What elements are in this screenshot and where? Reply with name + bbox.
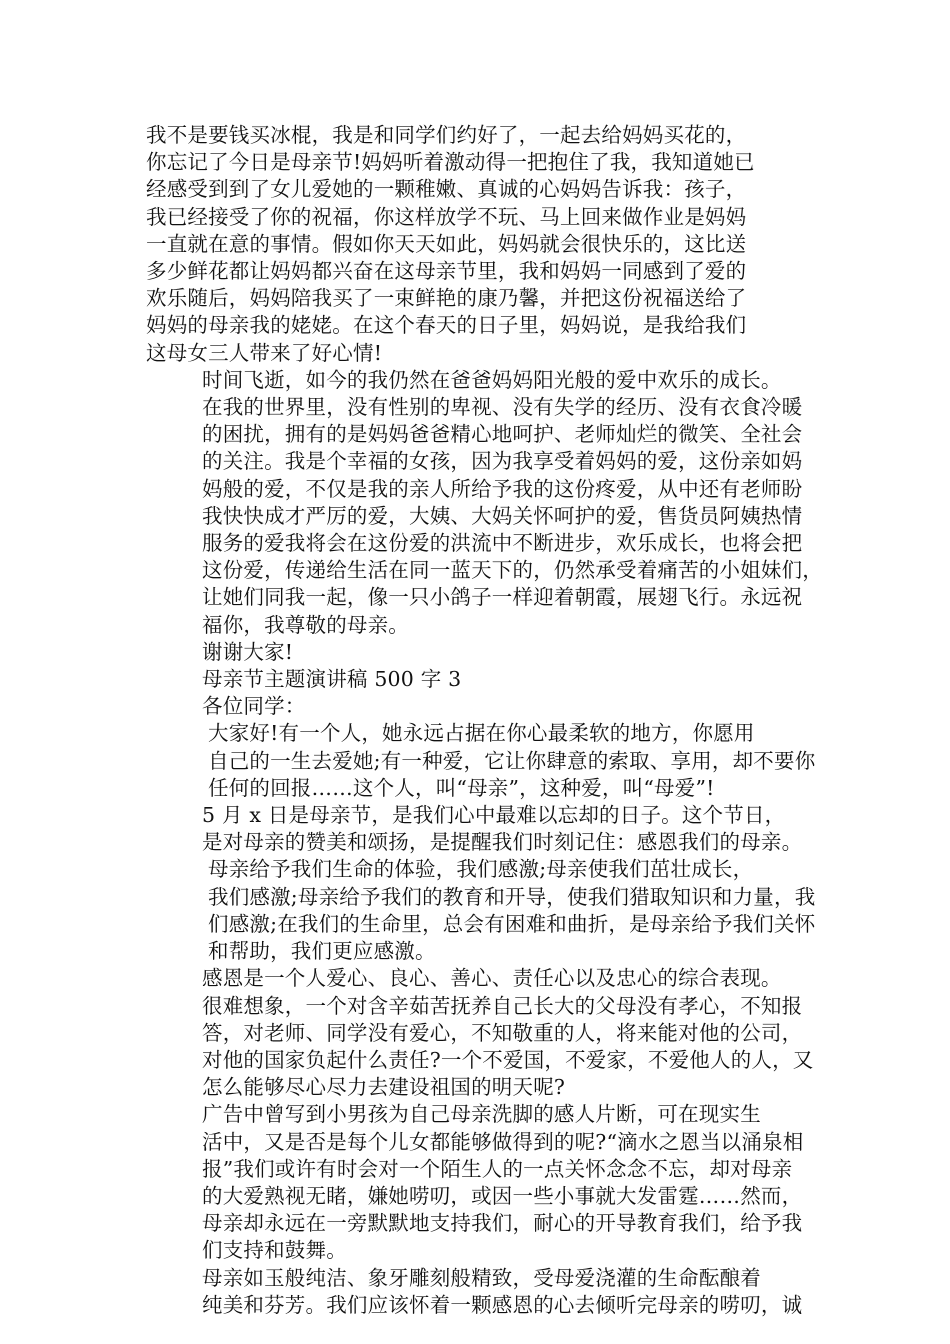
text-line: 很难想象，一个对含辛茹苦抚养自己长大的父母没有孝心，不知报	[202, 993, 803, 1018]
text-line: 们感激;在我们的生命里，总会有困难和曲折，是母亲给予我们关怀	[208, 911, 816, 936]
paragraph-p4	[146, 666, 808, 693]
text-line: 这份爱，传递给生活在同一蓝天下的，仍然承受着痛苦的小姐妹们，	[202, 558, 823, 583]
text-line: 答，对老师、同学没有爱心，不知敬重的人，将来能对他的公司，	[202, 1020, 803, 1045]
paragraph-p6	[146, 720, 816, 802]
text-line: 服务的爱我将会在这份爱的洪流中不断进步，欢乐成长，也将会把	[202, 531, 803, 556]
text-line: 纯美和芬芳。我们应该怀着一颗感恩的心去倾听完母亲的唠叨，诚	[202, 1292, 803, 1317]
text-line: 和帮助，我们更应感激。	[208, 939, 436, 964]
text-line: 怎么能够尽心尽力去建设祖国的明天呢?	[202, 1075, 566, 1100]
text-line: 活中，又是否是每个儿女都能够做得到的呢?“滴水之恩当以涌泉相	[202, 1129, 804, 1154]
paragraph-p1	[146, 122, 808, 367]
text-line: 我不是要钱买冰棍，我是和同学们约好了，一起去给妈妈买花的，	[146, 123, 747, 147]
text-line: 报”我们或许有时会对一个陌生人的一点关怀念念不忘，却对母亲	[202, 1156, 793, 1181]
paragraph-p5	[146, 693, 808, 720]
text-line: 各位同学：	[202, 694, 306, 719]
paragraph-p9	[146, 965, 814, 1101]
text-line: 你忘记了今日是母亲节!妈妈听着激动得一把抱住了我，我知道她已	[146, 150, 755, 175]
text-line: 的关注。我是个幸福的女孩，因为我享受着妈妈的爱，这份亲如妈	[202, 449, 803, 474]
paragraph-p10	[146, 1101, 808, 1264]
paragraph-p7	[146, 802, 808, 856]
text-line: 这母女三人带来了好心情!	[146, 340, 383, 365]
text-line: 多少鲜花都让妈妈都兴奋在这母亲节里，我和妈妈一同感到了爱的	[146, 259, 747, 284]
text-line: 的大爱熟视无睹，嫌她唠叨，或因一些小事就大发雷霆……然而，	[202, 1183, 803, 1208]
text-line: 经感受到到了女儿爱她的一颗稚嫩、真诚的心妈妈告诉我：孩子，	[146, 177, 747, 202]
text-line: 是对母亲的赞美和颂扬，是提醒我们时刻记住：感恩我们的母亲。	[202, 830, 803, 855]
paragraph-p2	[146, 367, 823, 639]
text-line: 广告中曾写到小男孩为自己母亲洗脚的感人片断，可在现实生	[202, 1102, 761, 1127]
text-line: 母亲节主题演讲稿 500 字 3	[202, 667, 462, 692]
text-line: 一直就在意的事情。假如你天天如此，妈妈就会很快乐的，这比送	[146, 231, 747, 256]
text-line: 我快快成才严厉的爱，大姨、大妈关怀呵护的爱，售货员阿姨热情	[202, 503, 803, 528]
text-line: 大家好!有一个人，她永远占据在你心最柔软的地方，你愿用	[208, 721, 755, 746]
text-line: 我们感激;母亲给予我们的教育和开导，使我们猎取知识和力量，我	[208, 884, 816, 909]
text-line: 的困扰，拥有的是妈妈爸爸精心地呵护、老师灿烂的微笑、全社会	[202, 422, 803, 447]
text-line: 在我的世界里，没有性别的卑视、没有失学的经历、没有衣食冷暖	[202, 395, 803, 420]
text-line: 5 月 x 日是母亲节，是我们心中最难以忘却的日子。这个节日，	[202, 803, 786, 828]
text-line: 谢谢大家!	[202, 639, 294, 664]
paragraph-p8	[146, 856, 816, 965]
text-line: 时间飞逝，如今的我仍然在爸爸妈妈阳光般的爱中欢乐的成长。	[202, 367, 782, 392]
text-line: 感恩是一个人爱心、良心、善心、责任心以及忠心的综合表现。	[202, 966, 782, 991]
text-line: 妈妈的母亲我的姥姥。在这个春天的日子里，妈妈说，是我给我们	[146, 313, 747, 338]
text-line: 任何的回报……这个人，叫“母亲”，这种爱，叫“母爱”!	[208, 775, 715, 800]
text-line: 母亲却永远在一旁默默地支持我们，耐心的开导教育我们，给予我	[202, 1211, 803, 1236]
text-line: 让她们同我一起，像一只小鸽子一样迎着朝霞，展翅飞行。永远祝	[202, 585, 803, 610]
text-line: 母亲给予我们生命的体验，我们感激;母亲使我们茁壮成长，	[208, 857, 754, 882]
text-line: 福你，我尊敬的母亲。	[202, 612, 409, 637]
text-line: 妈般的爱，不仅是我的亲人所给予我的这份疼爱，从中还有老师盼	[202, 476, 803, 501]
text-line: 自己的一生去爱她;有一种爱，它让你肆意的索取、享用，却不要你	[208, 748, 816, 773]
text-line: 我已经接受了你的祝福，你这样放学不玩、马上回来做作业是妈妈	[146, 204, 747, 229]
document-body	[146, 122, 823, 1319]
text-line: 对他的国家负起什么责任?一个不爱国，不爱家，不爱他人的人，又	[202, 1047, 814, 1072]
text-line: 们支持和鼓舞。	[202, 1238, 347, 1263]
paragraph-p3	[146, 639, 808, 666]
paragraph-p11	[146, 1265, 808, 1319]
text-line: 母亲如玉般纯洁、象牙雕刻般精致，受母爱浇灌的生命酝酿着	[202, 1265, 761, 1290]
text-line: 欢乐随后，妈妈陪我买了一束鲜艳的康乃馨，并把这份祝福送给了	[146, 286, 747, 311]
